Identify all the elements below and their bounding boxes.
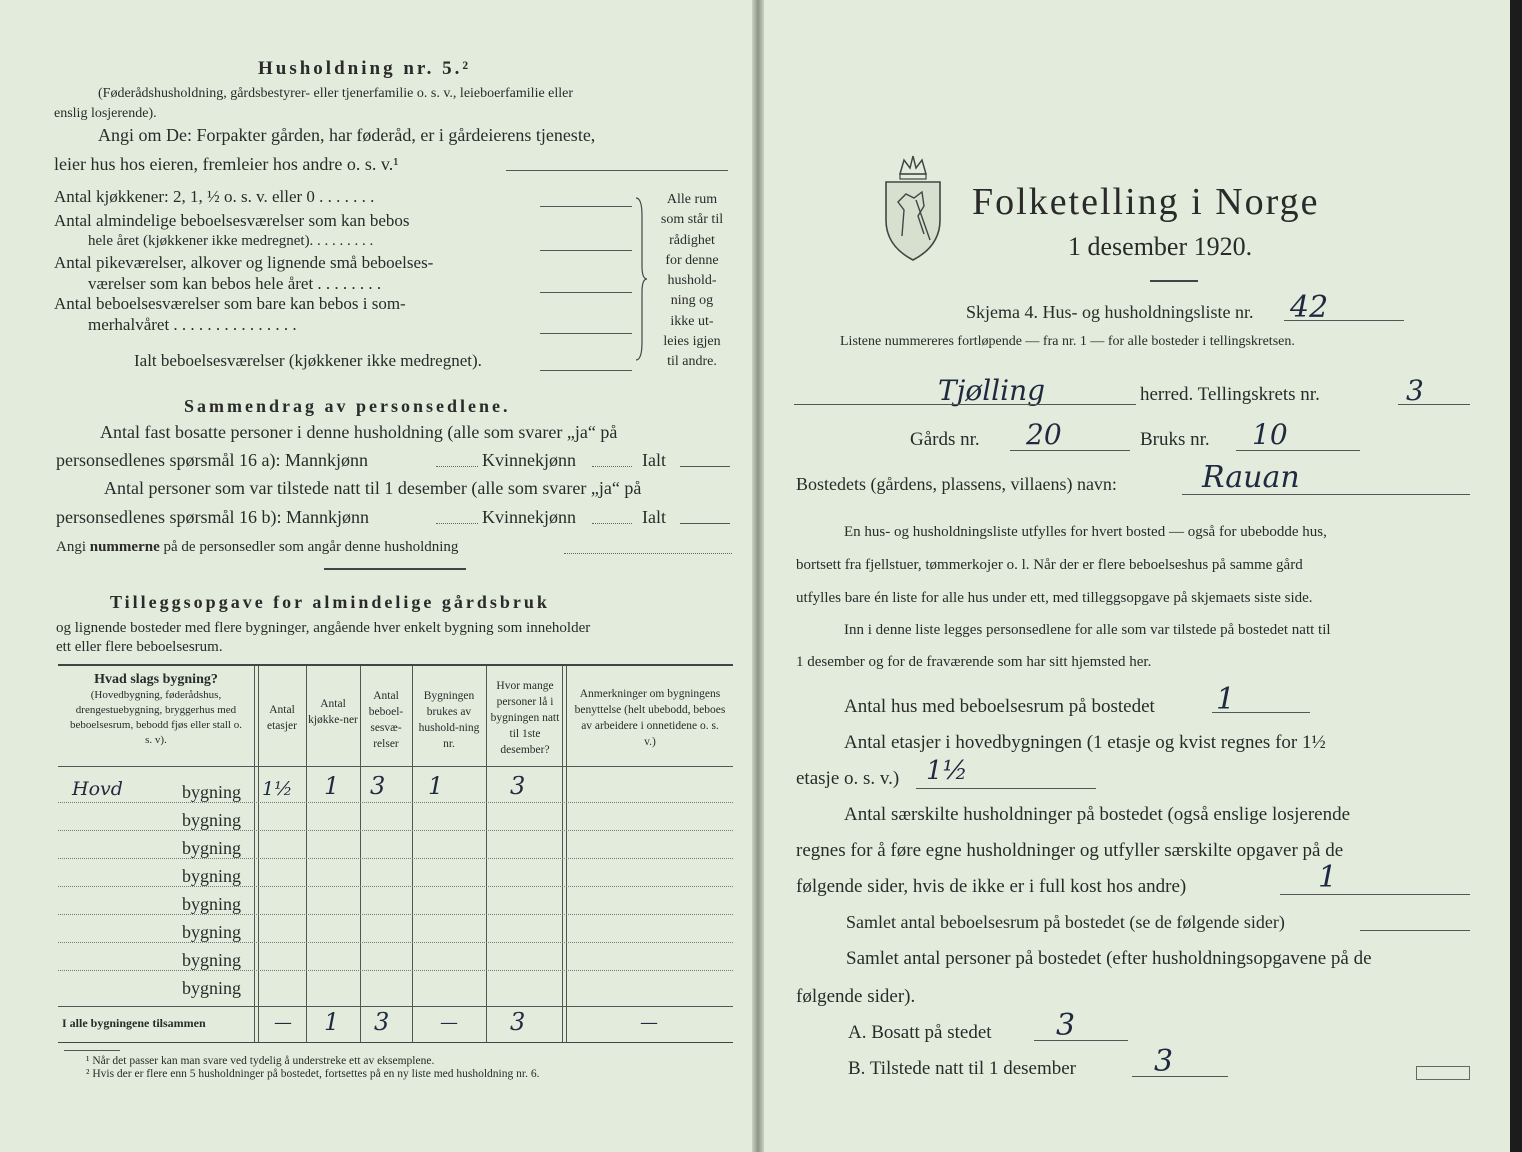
ialt-label: Ialt beboelsesværelser (kjøkkener ikke medregnet). <box>134 351 482 370</box>
ialt-answer-line <box>540 370 632 371</box>
bostedets-value: Rauan <box>1202 460 1300 495</box>
etasjer-answer-line <box>916 788 1096 789</box>
bosatt-label: A. Bosatt på stedet <box>848 1022 992 1043</box>
header-kjokkener: Antal kjøkke-ner <box>308 698 358 726</box>
header-bygning: Hvad slags bygning? (Hovedbygning, føderådshus, drengestuebygning, bryggerhus med beboelsesrum, bebodd fjøs eller stall o. s. v). <box>70 672 242 746</box>
angi-line-1: Angi om De: Forpakter gården, har føderåd, er i gårdeierens tjeneste, <box>98 125 596 145</box>
listene-note: Listene nummereres fortløpende — fra nr. 1 — for alle bosteder i tellingskretsen. <box>840 334 1295 349</box>
instruction-5: 1 desember og for de fraværende som har sitt hjemsted her. <box>796 654 1152 670</box>
fast-line-1: Antal fast bosatte personer i denne husholdning (alle som svarer „ja“ på <box>100 422 618 442</box>
kjokkener-answer-line <box>540 206 632 207</box>
sammendrag-title: Sammendrag av personsedlene. <box>184 396 511 416</box>
section-divider <box>324 568 466 570</box>
angi-answer-line <box>506 170 728 171</box>
samlet-personer-1: Samlet antal personer på bostedet (efter husholdningsopgavene på de <box>846 948 1372 969</box>
tilstede-value: 3 <box>1154 1044 1174 1079</box>
etasjer-value: 1½ <box>926 756 968 786</box>
saer-value: 1 <box>1318 860 1338 895</box>
herred-label: herred. Tellingskrets nr. <box>1140 384 1320 405</box>
bosatt-line <box>1034 1040 1128 1041</box>
angi-nummerne: Angi nummerne på de personsedler som angår denne husholdning <box>56 539 459 555</box>
gards-label: Gårds nr. <box>910 429 980 450</box>
skjema-nr-value: 42 <box>1290 290 1329 325</box>
printer-stamp <box>1416 1066 1470 1080</box>
instruction-1: En hus- og husholdningsliste utfylles for hvert bosted — også for ubebodde hus, <box>844 524 1327 540</box>
antal-hus-line <box>1212 712 1310 713</box>
saer-line-2: regnes for å føre egne husholdninger og utfyller særskilte opgaver på de <box>796 840 1344 861</box>
household-title: Husholdning nr. 5.² <box>258 58 472 79</box>
sommer-label-2: merhalvåret . . . . . . . . . . . . . . . <box>88 315 297 334</box>
form-title: Folketelling i Norge <box>972 181 1320 223</box>
antal-hus-label: Antal hus med beboelsesrum på bostedet <box>844 696 1155 717</box>
tellingskrets-line <box>1398 404 1470 405</box>
tilst-kvinnekjonn-label: Kvinnekjønn <box>482 507 576 527</box>
instruction-3: utfylles bare én liste for alle hus under ett, med tilleggsopgave på skjemaets siste side. <box>796 590 1313 606</box>
skjema-nr-line <box>1284 320 1404 321</box>
angi-nummerne-line <box>564 553 732 554</box>
bruks-value: 10 <box>1252 418 1288 451</box>
header-personer: Hvor mange personer lå i bygningen natt til 1ste desember? <box>490 680 560 756</box>
fast-mannkjonn-label: personsedlenes spørsmål 16 a): Mannkjønn <box>56 450 368 470</box>
fast-ialt-line <box>680 466 730 467</box>
fast-kvinnekjonn-line <box>592 466 632 467</box>
samlet-personer-2: følgende sider). <box>796 986 916 1007</box>
sommer-answer-line <box>540 333 632 334</box>
saer-answer-line <box>1280 894 1470 895</box>
tilst-ialt-line <box>680 523 730 524</box>
bostedets-line <box>1182 494 1470 495</box>
alm-answer-line <box>540 250 632 251</box>
angi-line-2: leier hus hos eieren, fremleier hos andre o. s. v.¹ <box>54 154 399 174</box>
alm-label-1: Antal almindelige beboelsesværelser som kan bebos <box>54 211 410 230</box>
title-divider <box>1150 280 1198 282</box>
fast-mannkjonn-line <box>436 466 478 467</box>
coat-of-arms-icon <box>880 150 946 262</box>
brace-icon <box>634 196 648 362</box>
samlet-rum-line <box>1360 930 1470 931</box>
etasjer-line-1: Antal etasjer i hovedbygningen (1 etasje og kvist regnes for 1½ <box>844 732 1326 753</box>
etasjer-line-2: etasje o. s. v.) <box>796 768 900 789</box>
tillegg-line-1: og lignende bosteder med flere bygninger, angående hver enkelt bygning som inneholder <box>56 620 591 636</box>
tilst-mannkjonn-label: personsedlenes spørsmål 16 b): Mannkjønn <box>56 507 369 527</box>
skjema-label: Skjema 4. Hus- og husholdningsliste nr. <box>966 302 1254 322</box>
tilst-ialt-label: Ialt <box>642 507 666 527</box>
left-page <box>0 0 752 1152</box>
herred-value: Tjølling <box>938 374 1046 407</box>
book-spine <box>752 0 764 1152</box>
fast-kvinnekjonn-label: Kvinnekjønn <box>482 450 576 470</box>
tilstede-line <box>1132 1076 1228 1077</box>
footnote-rule <box>64 1050 120 1051</box>
bosatt-value: 3 <box>1056 1008 1076 1043</box>
tillegg-line-2: ett eller flere beboelsesrum. <box>56 639 223 655</box>
instruction-4: Inn i denne liste legges personsedlene for alle som var tilstede på bostedet natt til <box>844 622 1331 638</box>
tilstede-label: B. Tilstede natt til 1 desember <box>848 1058 1076 1079</box>
kjokkener-label: Antal kjøkkener: 2, 1, ½ o. s. v. eller 0 . . . . . . . <box>54 187 375 206</box>
footnote-2: ² Hvis der er flere enn 5 husholdninger på bostedet, fortsettes på en ny liste med husholdning nr. 6. <box>86 1068 540 1080</box>
antal-hus-value: 1 <box>1216 682 1236 717</box>
header-husholdning: Bygningen brukes av hushold-ning nr. <box>418 690 480 750</box>
alm-label-2: hele året (kjøkkener ikke medregnet). . . . . . . . . <box>88 233 374 249</box>
header-etasjer: Antal etasjer <box>266 704 297 732</box>
fast-ialt-label: Ialt <box>642 450 666 470</box>
right-page <box>764 0 1510 1152</box>
pike-label-1: Antal pikeværelser, alkover og lignende små beboelses- <box>54 253 434 272</box>
tilst-line-1: Antal personer som var tilstede natt til 1 desember (alle som svarer „ja“ på <box>104 478 642 498</box>
tillegg-title: Tilleggsopgave for almindelige gårdsbruk <box>110 592 550 612</box>
form-subtitle: 1 desember 1920. <box>1068 232 1253 261</box>
bostedets-label: Bostedets (gårdens, plassens, villaens) navn: <box>796 474 1117 494</box>
saer-line-1: Antal særskilte husholdninger på bostedet (også enslige losjerende <box>844 804 1351 825</box>
samlet-rum-label: Samlet antal beboelsesrum på bostedet (se de følgende sider) <box>846 912 1285 932</box>
header-anmerkninger: Anmerkninger om bygningens benyttelse (helt ubebodd, beboes av arbeidere i onnetidene o. s. v.) <box>574 688 726 748</box>
pike-label-2: værelser som kan bebos hele året . . . . . . . . <box>88 274 382 293</box>
gards-value: 20 <box>1026 418 1062 451</box>
household-note-2: enslig losjerende). <box>54 106 157 121</box>
bruks-label: Bruks nr. <box>1140 429 1210 450</box>
building-table: Hvad slags bygning? (Hovedbygning, føderådshus, drengestuebygning, bryggerhus med beboelsesrum, bebodd fjøs eller stall o. s. v). Antal etasjer Antal kjøkke-ner Antal beboel-sesvæ-relser Bygningen brukes av hushold-ning nr. Hvor mange personer lå i bygningen natt til 1ste desember? Anmerkninger om bygningens benyttelse (helt ubebodd, beboes av arbeidere i onnetidene o. s. v.) Hovd bygning 1½ 1 3 1 3 bygning bygning bygning bygning bygning bygning bygning I alle bygningene tilsammen — 1 3 — 3 — <box>58 664 733 1043</box>
pike-answer-line <box>540 292 632 293</box>
sommer-label-1: Antal beboelsesværelser som bare kan bebos i som- <box>54 294 406 313</box>
footnote-1: ¹ Når det passer kan man svare ved tydelig å understreke ett av eksemplene. <box>86 1055 435 1067</box>
household-note-1: (Føderådshusholdning, gårdsbestyrer- eller tjenerfamilie o. s. v., leieboerfamilie eller <box>98 86 574 101</box>
instruction-2: bortsett fra fjellstuer, tømmerkojer o. l. Når der er flere beboelseshus på samme gård <box>796 557 1303 573</box>
bruks-line <box>1236 450 1360 451</box>
herred-line <box>794 404 1136 405</box>
page-edge <box>1510 0 1522 1152</box>
tellingskrets-value: 3 <box>1406 374 1424 407</box>
saer-line-3: følgende sider, hvis de ikke er i full kost hos andre) <box>796 876 1187 897</box>
tilst-mannkjonn-line <box>436 523 478 524</box>
side-note: Alle rum som står til rådighet for denne hushold- ning og ikke ut- leies igjen til andre. <box>660 192 724 370</box>
gards-line <box>1010 450 1130 451</box>
tilst-kvinnekjonn-line <box>592 523 632 524</box>
header-vaerelser: Antal beboel-sesvæ-relser <box>368 690 404 750</box>
